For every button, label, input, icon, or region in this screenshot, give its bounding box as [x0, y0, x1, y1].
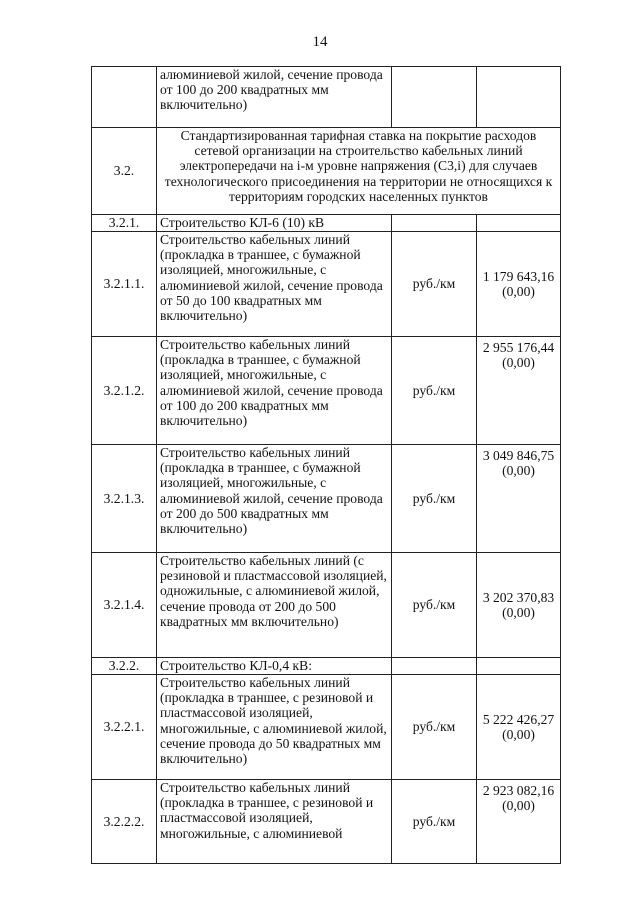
row-value-note: (0,00)	[502, 284, 535, 299]
row-code: 3.2.1.3.	[92, 445, 157, 553]
row-value-note: (0,00)	[502, 355, 535, 371]
table-row	[92, 675, 561, 780]
row-code: 3.2.1.	[92, 215, 157, 232]
row-value-amount: 2 923 082,16	[482, 783, 555, 798]
row-value	[477, 658, 561, 675]
table-row	[92, 553, 561, 658]
row-value	[477, 337, 561, 445]
row-value-amount: 5 222 426,27	[482, 711, 555, 727]
table-row	[92, 67, 561, 128]
row-description: Строительство кабельных линий (прокладка в траншее, с резиновой и пластмассовой изоляцией, многожильные, с алюминиевой	[157, 780, 392, 864]
row-unit	[392, 658, 477, 675]
row-description: Строительство кабельных линий (прокладка в траншее, с бумажной изоляцией, многожильные, с алюминиевой жилой, сечение провода от 50 до 100 квадратных мм включительно)	[157, 232, 392, 337]
row-unit: руб./км	[392, 780, 477, 864]
row-code: 3.2.2.2.	[92, 780, 157, 864]
row-code: 3.2.	[92, 128, 157, 215]
table-row	[92, 445, 561, 553]
row-code: 3.2.2.1.	[92, 675, 157, 780]
row-value	[477, 215, 561, 232]
row-unit	[392, 67, 477, 128]
row-value	[477, 445, 561, 553]
row-code: 3.2.2.	[92, 658, 157, 675]
row-unit: руб./км	[392, 337, 477, 445]
row-value	[477, 675, 561, 780]
row-code	[92, 67, 157, 128]
table-row	[92, 780, 561, 864]
tariff-table	[91, 66, 561, 864]
row-description: Строительство кабельных линий (прокладка в траншее, с бумажной изоляцией, многожильные, с алюминиевой жилой, сечение провода от 100 до 200 квадратных мм включительно)	[157, 337, 392, 445]
row-unit: руб./км	[392, 445, 477, 553]
row-value-amount: 3 049 846,75	[482, 448, 555, 463]
row-description: Строительство кабельных линий (с резиновой и пластмассовой изоляцией, одножильные, с алюминиевой жилой, сечение провода от 200 до 500 квадратных мм включительно)	[157, 553, 392, 658]
row-code: 3.2.1.1.	[92, 232, 157, 337]
row-value	[477, 553, 561, 658]
row-value-amount: 2 955 176,44	[482, 340, 555, 355]
row-unit: руб./км	[392, 553, 477, 658]
row-description: Строительство кабельных линий (прокладка в траншее, с резиновой и пластмассовой изоляцией, многожильные, с алюминиевой жилой, сечение провода до 50 квадратных мм включительно)	[157, 675, 392, 780]
row-value-amount: 1 179 643,16	[482, 268, 555, 284]
row-value-note: (0,00)	[502, 605, 535, 620]
row-code: 3.2.1.2.	[92, 337, 157, 445]
row-description: Строительство КЛ-6 (10) кВ	[157, 215, 392, 232]
row-description: алюминиевой жилой, сечение провода от 100 до 200 квадратных мм включительно)	[157, 67, 392, 128]
row-description: Стандартизированная тарифная ставка на покрытие расходов сетевой организации на строительство кабельных линий электропередачи на i-м уровне напряжения (С3,i) для случаев технологического присоединения на территории не относящихся к территориям городских населенных пунктов	[157, 128, 561, 215]
page-number: 14	[312, 34, 328, 50]
row-value	[477, 232, 561, 337]
table-row	[92, 658, 561, 675]
table-row	[92, 232, 561, 337]
row-unit	[392, 215, 477, 232]
table-row	[92, 215, 561, 232]
table-row	[92, 128, 561, 215]
row-value-amount: 3 202 370,83	[482, 589, 555, 605]
table-row	[92, 337, 561, 445]
row-unit: руб./км	[392, 675, 477, 780]
row-value	[477, 67, 561, 128]
row-value-note: (0,00)	[502, 463, 535, 479]
row-code: 3.2.1.4.	[92, 553, 157, 658]
row-value	[477, 780, 561, 864]
row-description: Строительство кабельных линий (прокладка в траншее, с бумажной изоляцией, многожильные, с алюминиевой жилой, сечение провода от 200 до 500 квадратных мм включительно)	[157, 445, 392, 553]
row-unit: руб./км	[392, 232, 477, 337]
row-value-note: (0,00)	[502, 727, 535, 742]
row-description: Строительство КЛ-0,4 кВ:	[157, 658, 392, 675]
row-value-note: (0,00)	[502, 798, 535, 814]
